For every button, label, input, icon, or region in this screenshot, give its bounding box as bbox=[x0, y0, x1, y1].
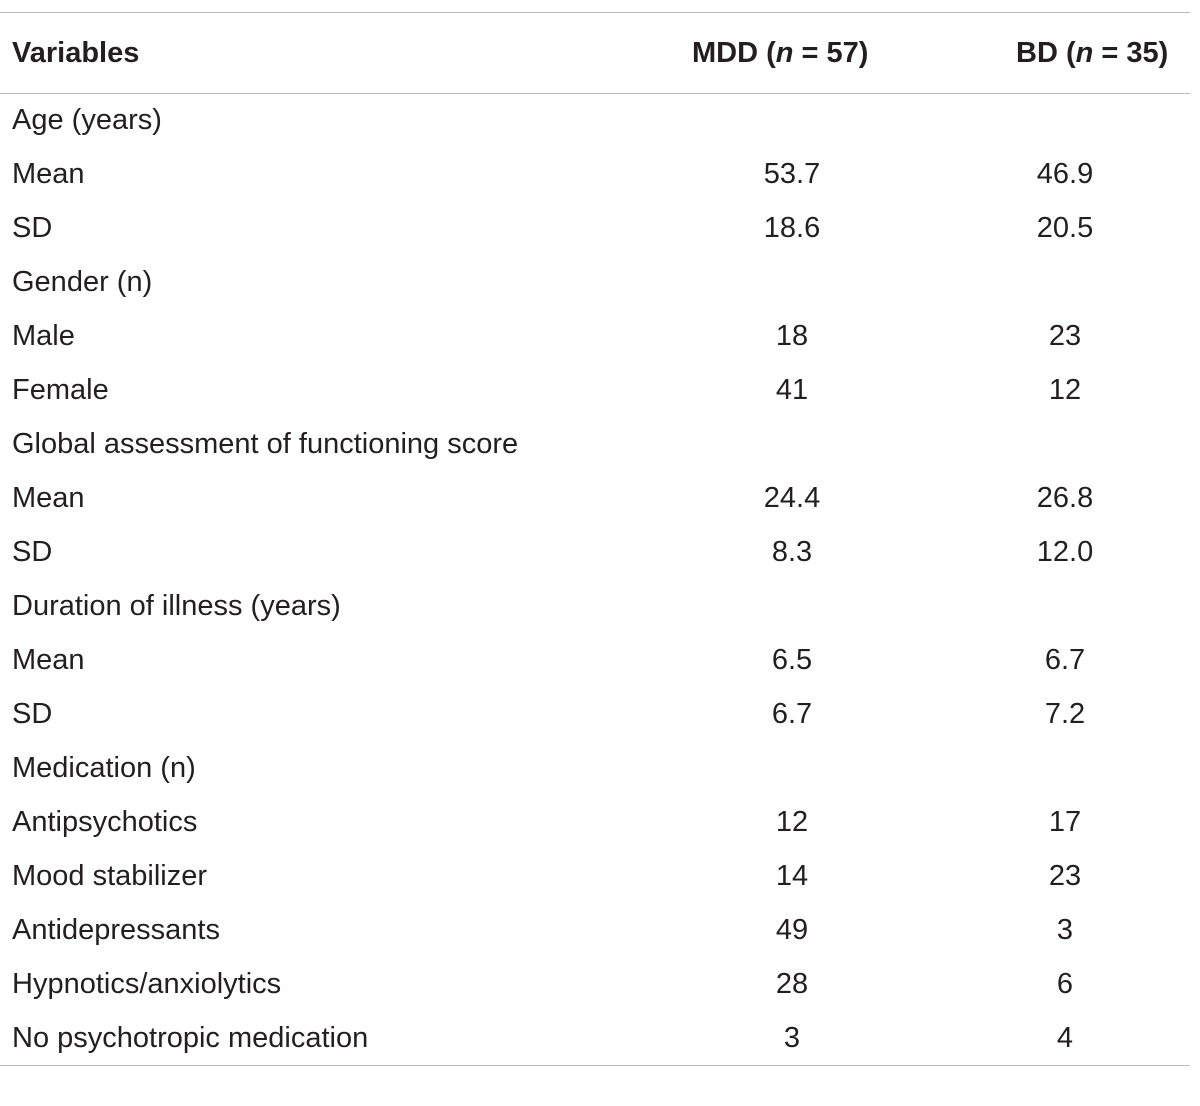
row-label: SD bbox=[12, 536, 53, 568]
row-label: Antipsychotics bbox=[12, 806, 198, 838]
row-mdd-cell bbox=[610, 418, 980, 472]
row-bd-cell bbox=[980, 148, 1190, 202]
row-bd-value: 23 bbox=[1048, 860, 1082, 892]
row-bd-cell bbox=[980, 472, 1190, 526]
header-bd bbox=[980, 13, 1190, 94]
row-label: Age (years) bbox=[12, 104, 162, 137]
row-mdd-cell bbox=[610, 148, 980, 202]
row-bd-cell bbox=[980, 850, 1190, 904]
row-bd-value: 23 bbox=[1048, 320, 1082, 352]
row-label: SD bbox=[12, 698, 53, 730]
row-mdd-cell bbox=[610, 850, 980, 904]
row-mdd-cell bbox=[610, 688, 980, 742]
row-bd-value: 46.9 bbox=[1036, 158, 1094, 190]
row-bd-cell bbox=[980, 796, 1190, 850]
row-label: Female bbox=[12, 374, 109, 406]
table-row bbox=[0, 364, 1190, 418]
row-mdd-cell bbox=[610, 904, 980, 958]
row-mdd-value: 53.7 bbox=[763, 158, 821, 190]
row-label: Gender (n) bbox=[12, 266, 153, 298]
row-label: Medication (n) bbox=[12, 752, 196, 784]
table-row bbox=[0, 958, 1190, 1012]
table-row bbox=[0, 418, 1190, 472]
row-label: SD bbox=[12, 212, 53, 244]
row-bd-value: 12 bbox=[1048, 374, 1082, 406]
header-variables bbox=[0, 13, 610, 94]
table-row bbox=[0, 904, 1190, 958]
row-label: Mean bbox=[12, 158, 85, 190]
row-mdd-value: 6.5 bbox=[771, 644, 813, 676]
row-mdd-cell bbox=[610, 310, 980, 364]
header-mdd-n: n bbox=[775, 36, 794, 69]
row-mdd-value: 18.6 bbox=[763, 212, 821, 244]
header-bd-prefix: BD ( bbox=[1016, 36, 1076, 69]
row-label: Duration of illness (years) bbox=[12, 590, 341, 622]
row-mdd-cell bbox=[610, 958, 980, 1012]
row-mdd-value: 6.7 bbox=[771, 698, 813, 730]
row-mdd-value: 24.4 bbox=[763, 482, 821, 514]
row-mdd-cell bbox=[610, 256, 980, 310]
row-bd-cell bbox=[980, 94, 1190, 148]
row-bd-value: 6 bbox=[1056, 968, 1074, 1000]
row-mdd-cell bbox=[610, 1012, 980, 1066]
row-mdd-cell bbox=[610, 796, 980, 850]
table-row bbox=[0, 580, 1190, 634]
row-bd-cell bbox=[980, 742, 1190, 796]
row-bd-cell bbox=[980, 526, 1190, 580]
row-mdd-cell bbox=[610, 634, 980, 688]
row-bd-value: 7.2 bbox=[1044, 698, 1086, 730]
demographics-table bbox=[0, 12, 1190, 1066]
row-label: Mean bbox=[12, 482, 85, 514]
row-bd-value: 17 bbox=[1048, 806, 1082, 838]
table-row bbox=[0, 1012, 1190, 1066]
row-bd-cell bbox=[980, 1012, 1190, 1066]
table-row bbox=[0, 634, 1190, 688]
header-mdd-suffix: = 57) bbox=[793, 36, 869, 69]
row-bd-value: 26.8 bbox=[1036, 482, 1094, 514]
row-label: No psychotropic medication bbox=[12, 1021, 369, 1054]
table-header bbox=[0, 13, 1190, 94]
row-mdd-value: 12 bbox=[775, 806, 809, 838]
row-mdd-value: 49 bbox=[775, 914, 809, 946]
table-row bbox=[0, 688, 1190, 742]
row-label: Antidepressants bbox=[12, 914, 220, 946]
header-bd-n: n bbox=[1075, 36, 1094, 69]
table-row bbox=[0, 94, 1190, 148]
demographics-table-container bbox=[0, 12, 1190, 1066]
row-bd-cell bbox=[980, 202, 1190, 256]
row-mdd-value: 28 bbox=[775, 968, 809, 1000]
header-mdd-prefix: MDD ( bbox=[692, 36, 776, 69]
row-mdd-value: 14 bbox=[775, 860, 809, 892]
row-mdd-cell bbox=[610, 742, 980, 796]
table-row bbox=[0, 796, 1190, 850]
row-mdd-cell bbox=[610, 472, 980, 526]
table-row bbox=[0, 202, 1190, 256]
table-body bbox=[0, 94, 1190, 1066]
row-bd-value: 4 bbox=[1056, 1021, 1074, 1054]
table-row bbox=[0, 148, 1190, 202]
row-label: Mean bbox=[12, 644, 85, 676]
row-mdd-value: 41 bbox=[775, 374, 809, 406]
table-row bbox=[0, 850, 1190, 904]
table-row bbox=[0, 472, 1190, 526]
row-bd-cell bbox=[980, 634, 1190, 688]
row-mdd-cell bbox=[610, 526, 980, 580]
row-mdd-value: 3 bbox=[783, 1021, 801, 1054]
row-bd-cell bbox=[980, 256, 1190, 310]
row-bd-cell bbox=[980, 364, 1190, 418]
row-bd-value: 20.5 bbox=[1036, 212, 1094, 244]
table-row bbox=[0, 256, 1190, 310]
row-label: Mood stabilizer bbox=[12, 860, 208, 892]
row-bd-value: 3 bbox=[1056, 914, 1074, 946]
row-mdd-value: 8.3 bbox=[771, 536, 813, 568]
row-bd-cell bbox=[980, 904, 1190, 958]
header-bd-suffix: = 35) bbox=[1093, 36, 1169, 69]
row-mdd-cell bbox=[610, 94, 980, 148]
table-row bbox=[0, 742, 1190, 796]
row-bd-value: 12.0 bbox=[1036, 536, 1094, 568]
header-variables-label: Variables bbox=[12, 36, 140, 69]
row-label: Global assessment of functioning score bbox=[12, 428, 519, 460]
header-mdd bbox=[610, 13, 980, 94]
table-row bbox=[0, 310, 1190, 364]
row-label: Hypnotics/anxiolytics bbox=[12, 968, 282, 1000]
row-mdd-cell bbox=[610, 580, 980, 634]
row-bd-cell bbox=[980, 688, 1190, 742]
row-bd-cell bbox=[980, 958, 1190, 1012]
row-mdd-value: 18 bbox=[775, 320, 809, 352]
row-mdd-cell bbox=[610, 202, 980, 256]
row-label: Male bbox=[12, 320, 75, 352]
row-mdd-cell bbox=[610, 364, 980, 418]
row-bd-cell bbox=[980, 310, 1190, 364]
header-row bbox=[0, 13, 1190, 94]
row-bd-cell bbox=[980, 418, 1190, 472]
table-row bbox=[0, 526, 1190, 580]
row-bd-value: 6.7 bbox=[1044, 644, 1086, 676]
row-bd-cell bbox=[980, 580, 1190, 634]
